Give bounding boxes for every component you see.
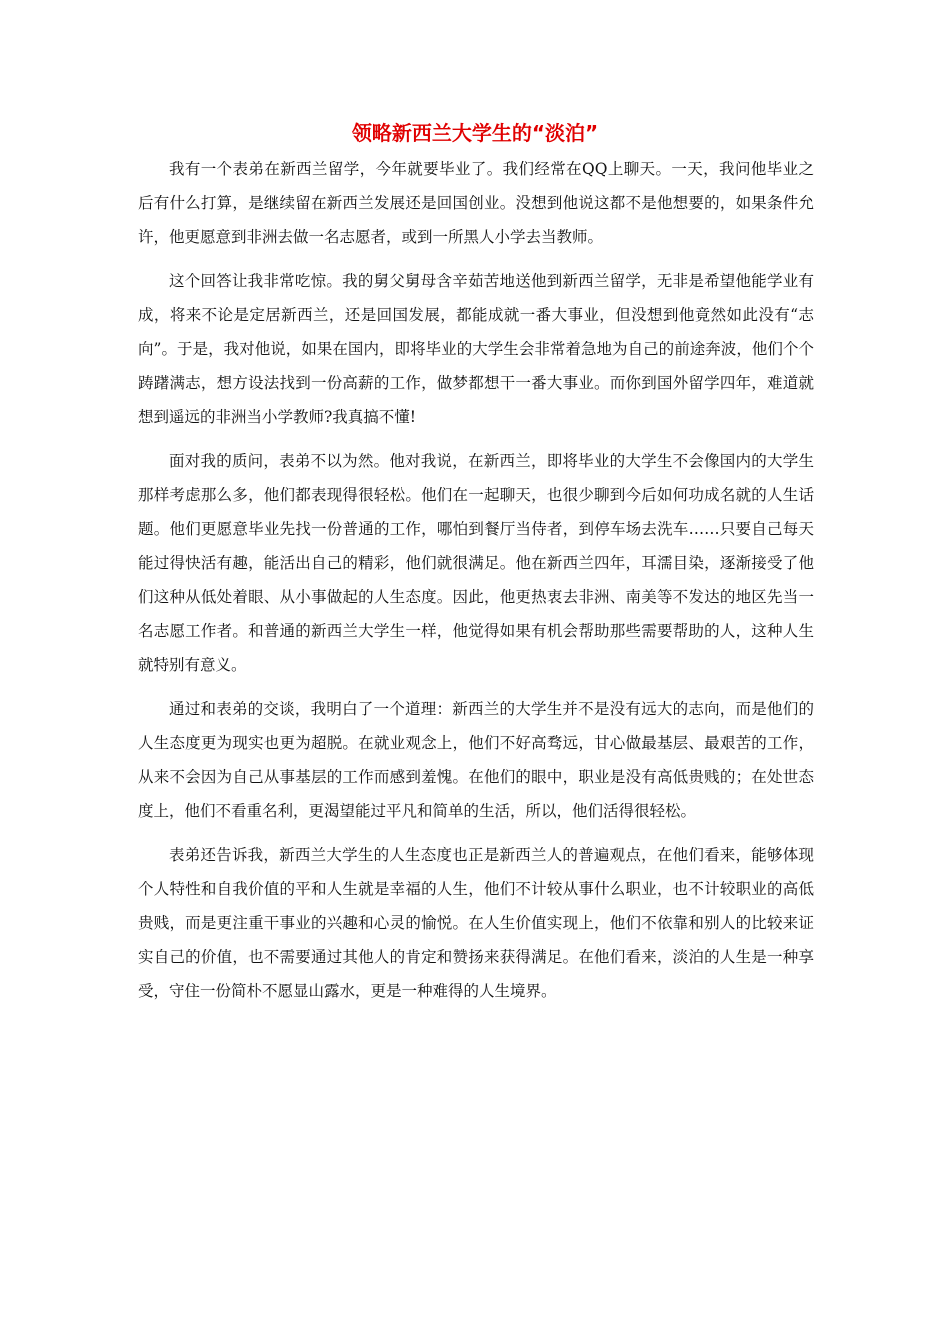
article-body	[138, 152, 814, 1018]
paragraph-3: 面对我的质问，表弟不以为然。他对我说，在新西兰，即将毕业的大学生不会像国内的大学生那样考虑那么多，他们都表现得很轻松。他们在一起聊天，也很少聊到今后如何功成名就的人生话题。他们更愿意毕业先找一份普通的工作，哪怕到餐厅当侍者，到停车场去洗车……只要自己每天能过得快活有趣，能活出自己的精彩，他们就很满足。他在新西兰四年，耳濡目染，逐渐接受了他们这种从低处着眼、从小事做起的人生态度。因此，他更热衷去非洲、南美等不发达的地区先当一名志愿工作者。和普通的新西兰大学生一样，他觉得如果有机会帮助那些需要帮助的人，这种人生就特别有意义。	[138, 452, 814, 674]
page-title: 领略新西兰大学生的“淡泊”	[351, 121, 599, 145]
paragraph-4: 通过和表弟的交谈，我明白了一个道理：新西兰的大学生并不是没有远大的志向，而是他们的人生态度更为现实也更为超脱。在就业观念上，他们不好高骛远，甘心做最基层、最艰苦的工作，从来不会因为自己从事基层的工作而感到羞愧。在他们的眼中，职业是没有高低贵贱的；在处世态度上，他们不看重名利，更渴望能过平凡和简单的生活，所以，他们活得很轻松。	[138, 700, 814, 820]
paragraph-2: 这个回答让我非常吃惊。我的舅父舅母含辛茹苦地送他到新西兰留学，无非是希望他能学业有成，将来不论是定居新西兰，还是回国发展，都能成就一番大事业，但没想到他竟然如此没有“志向”。于是，我对他说，如果在国内，即将毕业的大学生会非常着急地为自己的前途奔波，他们个个踌躇满志，想方设法找到一份高薪的工作，做梦都想干一番大事业。而你到国外留学四年，难道就想到遥远的非洲当小学教师?我真搞不懂!	[138, 272, 814, 426]
paragraph-5: 表弟还告诉我，新西兰大学生的人生态度也正是新西兰人的普遍观点，在他们看来，能够体现个人特性和自我价值的平和人生就是幸福的人生，他们不计较从事什么职业，也不计较职业的高低贵贱，而是更注重干事业的兴趣和心灵的愉悦。在人生价值实现上，他们不依靠和别人的比较来证实自己的价值，也不需要通过其他人的肯定和赞扬来获得满足。在他们看来，淡泊的人生是一种享受，守住一份简朴不愿显山露水，更是一种难得的人生境界。	[138, 846, 814, 1000]
paragraph-1: 我有一个表弟在新西兰留学，今年就要毕业了。我们经常在QQ上聊天。一天，我问他毕业之后有什么打算，是继续留在新西兰发展还是回国创业。没想到他说这都不是他想要的，如果条件允许，他更愿意到非洲去做一名志愿者，或到一所黑人小学去当教师。	[138, 160, 814, 246]
